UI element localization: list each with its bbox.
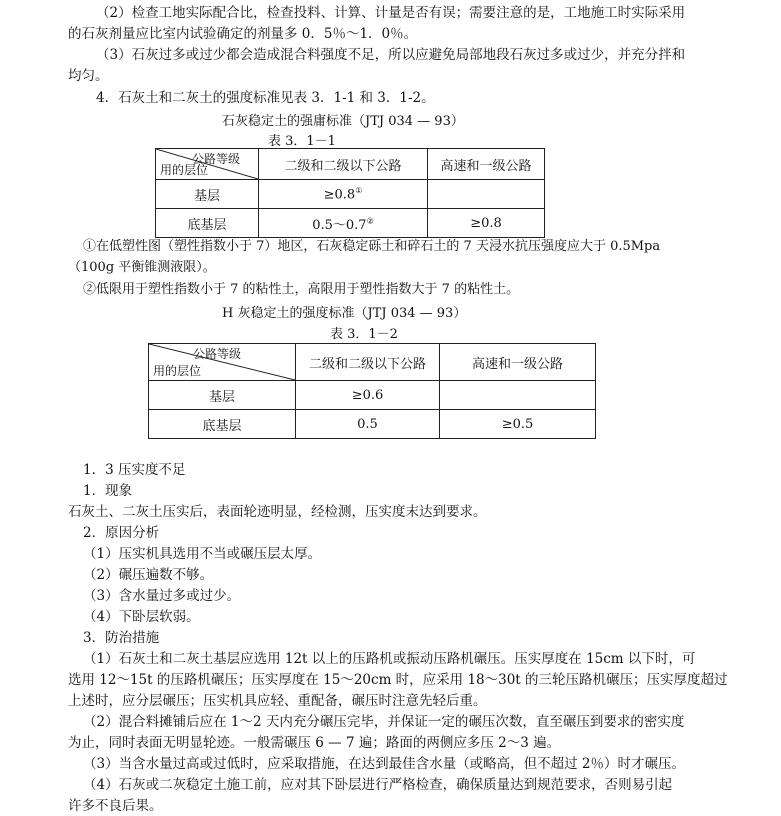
footnote-1-cont: （100g 平衡锥测液限）。 (68, 260, 216, 275)
footnote-2: ②低限用于塑性指数小于 7 的粘性土，高限用于塑性指数大于 7 的粘性土。 (83, 282, 520, 297)
table2-number: 表 3．1－2 (330, 327, 398, 342)
paragraph-line: （1）石灰土和二灰土基层应选用 12t 以上的压路机或振动压路机碾压。压实厚度在 15cm 以下时，可 (83, 651, 696, 667)
list-item: （2）碾压遍数不够。 (83, 567, 214, 583)
table1-corner-cell (156, 149, 259, 180)
subsection-heading: 3．防治措施 (83, 630, 160, 646)
table2-caption: H 灰稳定土的强度标准（JTJ 034 — 93） (222, 306, 467, 321)
paragraph-line: （4）石灰或二灰稳定土施工前，应对其下卧层进行严格检查，确保质量达到规范要求，否则易引起 (83, 777, 673, 793)
paragraph-line: （3）石灰过多或过少都会造成混合料强度不足，所以应避免局部地段石灰过多或过少，并充分拌和 (96, 47, 686, 63)
table2-cell: 0.5 (296, 410, 440, 439)
subsection-heading: 1．现象 (83, 483, 133, 499)
paragraph-line: （2）检查工地实际配合比，检查投料、计算、计量是否有误；需要注意的是，工地施工时实际采用 (96, 5, 686, 21)
paragraph-line: （3）当含水量过高或过低时，应采取措施，在达到最佳含水量（或略高，但不超过 2％）时才碾压。 (83, 756, 685, 772)
table2-cell (440, 381, 596, 410)
table1-cell: ≥0.8① (259, 180, 428, 209)
list-item: （3）含水量过多或过少。 (83, 588, 241, 604)
paragraph-line: 许多不良后果。 (68, 798, 163, 814)
table2-corner-cell (149, 344, 296, 381)
footnote-1: ①在低塑性图（塑性指数小于 7）地区，石灰稳定砾土和碎石土的 7 天浸水抗压强度应大于 0.5Mpa (83, 239, 661, 254)
table1 (155, 148, 545, 238)
table2-header-col2: 高速和一级公路 (440, 344, 596, 381)
table2-row-label: 底基层 (149, 410, 296, 439)
table2-corner-top: 公路等级 (192, 347, 241, 361)
table2-row-label: 基层 (149, 381, 296, 410)
table2-cell: ≥0.5 (440, 410, 596, 439)
table1-corner-top: 公路等级 (191, 152, 240, 166)
paragraph-line: 选用 12～15t 的压路机碾压；压实厚度在 15～20cm 时，应采用 18～30t 的三轮压路机碾压；压实厚度超过 (68, 672, 728, 688)
table1-cell: ≥0.8 (428, 209, 545, 238)
table1-caption: 石灰稳定土的强庸标准（JTJ 034 — 93） (222, 114, 464, 129)
table1-row-label: 基层 (156, 180, 259, 209)
table1-header-col2: 高速和一级公路 (428, 149, 545, 180)
table2-header-col1: 二级和二级以下公路 (296, 344, 440, 381)
table2-cell: ≥0.6 (296, 381, 440, 410)
footnote-mark: ② (366, 216, 374, 226)
section-heading: 1．3 压实度不足 (83, 462, 186, 478)
table2 (148, 343, 596, 439)
paragraph-line: 为止，同时表面无明显轮迹。一般需碾压 6 — 7 遍；路面的两侧应多压 2～3 遍。 (68, 735, 561, 751)
table1-number: 表 3．1－1 (268, 134, 336, 149)
table2-corner-bottom: 用的层位 (153, 364, 202, 378)
paragraph-line: 4．石灰土和二灰土的强度标准见表 3．1-1 和 3．1-2。 (96, 90, 435, 106)
list-item: （1）压实机具选用不当或碾压层太厚。 (83, 546, 322, 562)
paragraph-line: 石灰土、二灰土压实后，表面轮迹明显，经检测，压实度末达到要求。 (68, 504, 487, 520)
paragraph-line: 均匀。 (68, 68, 109, 84)
table1-cell: 0.5～0.7② (259, 209, 428, 238)
table1-row-label: 底基层 (156, 209, 259, 238)
list-item: （4）下卧层软弱。 (83, 609, 200, 625)
paragraph-line: 上述时，应分层碾压；压实机具应轻、重配备，碾压时注意先轻后重。 (68, 693, 487, 709)
paragraph-line: （2）混合料摊铺后应在 1～2 天内充分碾压完毕，并保证一定的碾压次数，直至碾压到要求的密实度 (83, 714, 685, 730)
table1-corner-bottom: 用的层位 (160, 163, 209, 177)
table1-cell (428, 180, 545, 209)
paragraph-line: 的石灰剂量应比室内试验确定的剂量多 0．5％～1．0％。 (68, 26, 418, 42)
footnote-mark: ① (355, 185, 363, 195)
table1-header-col1: 二级和二级以下公路 (259, 149, 428, 180)
subsection-heading: 2．原因分析 (83, 525, 160, 541)
